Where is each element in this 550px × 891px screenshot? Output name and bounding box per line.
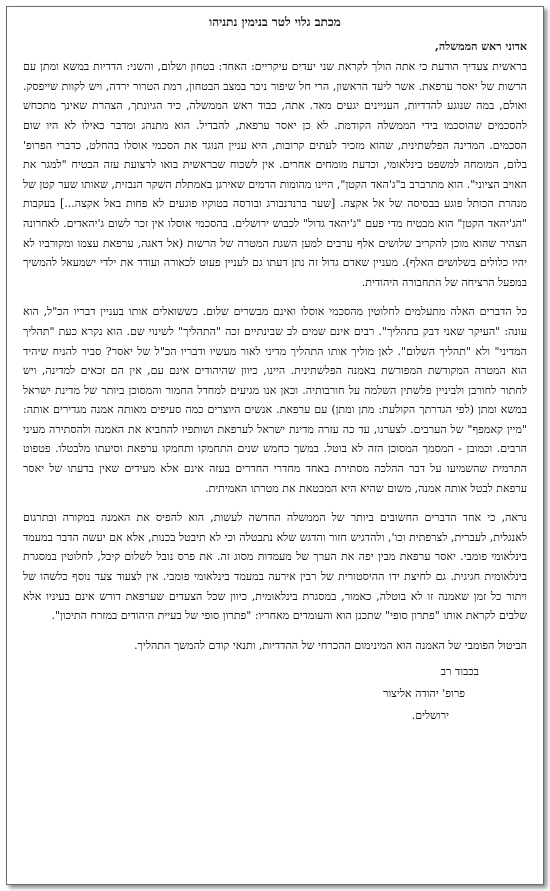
signature-city: ירושלים. [411,709,449,723]
salutation: אדוני ראש הממשלה, [434,39,527,53]
closing-phrase: בכבוד רב [440,665,479,679]
paragraph-3: נראה, כי אחד הדברים החשובים ביותר של הממשלה החדשה לעשות, הוא להפיס את האמנה במקורה ובתרגום לאנגלית, לעברית, לצרפתית וכו', ולהדגיש חזור והדגש שלא נתבטלה וכי לא תיבטל בכנות, אלא אם יעשה הדבר במעמד בינלאומי פומבי. יאסר ערפאת מבין יפה את הערך של מעמדות מסוג זה. את פרס נובל לשלום קיבל, לחלוטין במסגרת בינלאומית חגיגית. גם לחיצת ידו ההיסטורית של רבין אירעה במעמד בינלאומי פומבי. אין לצעוד צעד נוסף כלשהו של ויתור כל זמן שאמנה זו לא בוטלה, כאמור, במסגרת בינלאומית, כיוון שכל הצעדים שערפאת דורש אינם בעיניו אלא שלבים לקראת אותו "פתרון סופי" שתכנן הוא והעומדים מאחריו: "פתרון סופי של בעיית היהודים במזרח התיכון". [23,511,527,623]
open-letter [23,13,527,727]
signature-name: פרופ' יהודה אליצור [382,687,465,701]
letter-title: מכתב גלוי לטר בנימין נתניהו [209,15,341,29]
letter-frame [6,6,544,885]
paragraph-1: בראשית צעדיך הודעת כי אתה הולך לקראת שני יעדים עיקריים: האחד: בטחון ושלום, והשני: הדדיות במשא ומתן עם הרשות של יאסר ערפאת. אשר ליעד הראשון, הרי חל שיפור ניכר במצב הבטחון, רמת הטרור ירדה, ויש לקוות שייפסק. ואולם, במה שנוגע להדדיות, העניינים יגעים מאד. אתה, כבוד ראש הממשלה, כיד הגיונתך, הצהרת שאינך מתכחש להסכמים שהוסכמו בידי הממשלה הקודמת. לא כן יאסר ערפאת, להבדיל. הוא מתנהג ומדבר כאילו לא היו שום הסכמים. המדינה הפלשתינית, שהוא מזכיר לעתים קרובות, היא עניין הנוגד את הסכמי אוסלו בהחלט, כדברי הפרופ' בלום, המומחה למשפט בינלאומי, וכדעת מומחים אחרים. אין לשכוח שבראשית בואו לרצועת עזה הבטיח "למגר את האויב הציוני". הוא מתרברב ב"ג'האד הקטן", היינו מהומות הדמים שאירגן באמתלת השקר הנבזית, שאותו שער קטן של מנהרת הכותל פוגע בבסיסה של אל אקצה. [שער ברנדנבורג ובורסה בטוקיו פוגעים לא פחות באל אקצה...] בעקבות "הג'יהאד הקטן" הוא מבטיח מדי פעם "ג'יהאד גדול" לכבוש ירושלים. בהסכמי אוסלו אין זכר לשום ג'יהאדים. לאחרונה הצהיר שהוא מוכן להקריב שלושים אלף ערבים למען השגת המטרה של הרשות (אל דאגה, ערפאת עצמו ומקורביו לא יהיו כלולים בשלושים האלף). מעניין שאדם גדול זה נתן דעתו גם לעניין פעוט לכאורה ועודד את ילדי ישמעאל להמשיך במפעל הרציחה של התחבורה היהודית. [23,60,527,289]
paragraph-4: הביטול הפומבי של האמנה הוא המינימום ההכרחי של ההדדיות, ותנאי קודם להמשך התהליך. [134,638,527,652]
paragraph-2: כל הדברים האלה מתעלמים לחלוטין מהסכמי אוסלו ואינם מבשרים שלום. כששואלים אותו בעניין דבריו הכ"ל, הוא עונה: "העיקר שאני דבק בתהליך". רבים אינם שמים לב שבינתיים זכה "התהליך" לשינוי שם. הוא נקרא כעת "תהליך המדיני" ולא "תהליך השלום". לאן מוליך אותו התהליך מדיני לאור מעשיו ודבריו הכ"ל של יאסר? סביר להניח שיהיד הוא המטרה המקודשת המפורשת באמנה הפלשתינית. היינו, כיוון שהיהודים אינם עם, אין הם זכאים למדינה, ויש לחתור לחורבן ולביניין פלשתין השלמה על חורבותיה. וכאן אנו מגיעים למחדל החמור והמסוכן ביותר של מדינת ישראל במשא ומתן (לפי הגדרתך הקולעת: מתן ומתן) עם ערפאת. אנשים היוצרים כמה סעיפים מאותה אמנה מגדירים אותה: "מיין קאמפף" של הערבים. לצערנו, עד כה עזרה מדינת ישראל לערפאת ושותפיו להחביא את האמנה ולהסתירה מעיני הרבים. וכמובן - המסמך המסוכן הזה לא בוטל. במשך כחמש שנים התחמקו ותחמקו ערפאת וסיעתו מלבטלו. פטפוט התרמית שהשמיעו על דבר ההלכה מסתירת באחד מחדרי החדרים בעזה אינם אלא מעידים שאין בדעתו של יאסר ערפאת לבטל אותה אמנה, משום שהיא היא המבטאת את מטרתו האמיתית. [23,305,527,495]
closing-block [23,661,479,727]
